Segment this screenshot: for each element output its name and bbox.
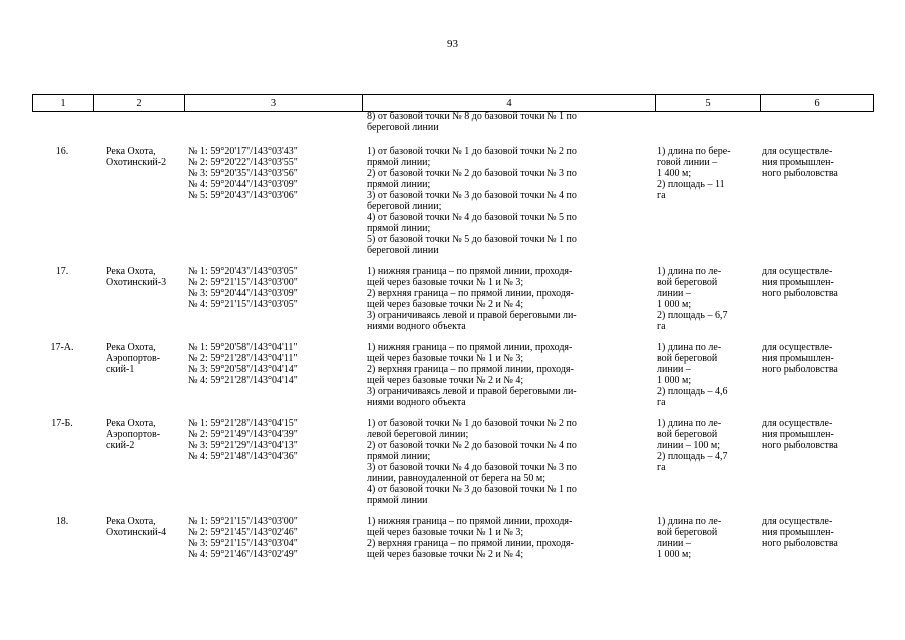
continuation-text — [359, 111, 651, 146]
site-name-line: Река Охота, — [106, 266, 156, 277]
base-point-coordinates-line: № 4: 59°21'15"/143°03'05" — [188, 299, 298, 310]
site-purpose-line: ного рыболовства — [762, 288, 838, 299]
site-size-line: 2) площадь – 6,7 — [657, 310, 728, 321]
boundary-description — [359, 516, 651, 570]
boundary-description-line: ниями водного объекта — [367, 397, 466, 408]
boundary-description-line: прямой линии; — [367, 451, 431, 462]
header-col-4: 4 — [363, 95, 656, 112]
boundary-description-line: 4) от базовой точки № 4 до базовой точки № 5 по — [367, 212, 577, 223]
site-size — [651, 146, 755, 266]
base-point-coordinates — [182, 516, 359, 570]
site-purpose-line: для осуществле- — [762, 342, 833, 353]
boundary-description-line: 3) ограничиваясь левой и правой береговыми ли- — [367, 310, 577, 321]
boundary-description-line: щей через базовые точки № 2 и № 4; — [367, 549, 524, 560]
base-point-coordinates-line: № 1: 59°20'58"/143°04'11" — [188, 342, 298, 353]
base-point-coordinates-line: № 1: 59°20'43"/143°03'05" — [188, 266, 298, 277]
site-purpose — [755, 146, 867, 266]
site-size-line: га — [657, 190, 666, 201]
table-row — [32, 266, 867, 342]
boundary-description — [359, 146, 651, 266]
fishing-sites-table — [32, 111, 867, 570]
boundary-description-line: 1) от базовой точки № 1 до базовой точки № 2 по — [367, 146, 577, 157]
boundary-description-line: щей через базовые точки № 1 и № 3; — [367, 353, 524, 364]
base-point-coordinates-line: № 4: 59°20'44"/143°03'09" — [188, 179, 298, 190]
row-number: 17. — [55, 266, 69, 277]
boundary-description-line: левой береговой линии; — [367, 429, 469, 440]
boundary-description-line: прямой линии; — [367, 223, 431, 234]
column-number-header — [32, 94, 874, 112]
site-size-line: га — [657, 321, 666, 332]
site-size-line: 1 000 м; — [657, 375, 692, 386]
site-name-line: ский-1 — [106, 364, 135, 375]
boundary-description-line: береговой линии — [367, 245, 439, 256]
site-size — [651, 418, 755, 516]
boundary-description-line: 1) нижняя граница – по прямой линии, проходя- — [367, 266, 573, 277]
base-point-coordinates-line: № 4: 59°21'28"/143°04'14" — [188, 375, 298, 386]
site-name-line: Охотинский-3 — [106, 277, 167, 288]
base-point-coordinates-line: № 5: 59°20'43"/143°03'06" — [188, 190, 298, 201]
base-point-coordinates — [182, 342, 359, 418]
boundary-description — [359, 266, 651, 342]
boundary-description-line: 1) нижняя граница – по прямой линии, проходя- — [367, 516, 573, 527]
table-body — [32, 111, 867, 570]
site-size-line: 1) длина по ле- — [657, 342, 722, 353]
base-point-coordinates — [182, 418, 359, 516]
base-point-coordinates — [182, 266, 359, 342]
site-size-line: вой береговой — [657, 429, 718, 440]
site-name-line: Река Охота, — [106, 342, 156, 353]
site-purpose-line: для осуществле- — [762, 146, 833, 157]
boundary-description-line: щей через базовые точки № 1 и № 3; — [367, 527, 524, 538]
boundary-description — [359, 342, 651, 418]
site-size-line: вой береговой — [657, 353, 718, 364]
boundary-description-line: 4) от базовой точки № 3 до базовой точки № 1 по — [367, 484, 577, 495]
boundary-description-line: 2) верхняя граница – по прямой линии, проходя- — [367, 288, 574, 299]
header-col-1: 1 — [33, 95, 94, 112]
site-name-line: Река Охота, — [106, 146, 156, 157]
site-purpose-line: ния промышлен- — [762, 353, 834, 364]
site-size-line: 2) площадь – 4,7 — [657, 451, 728, 462]
site-size-line: 2) площадь – 4,6 — [657, 386, 728, 397]
site-name — [92, 418, 182, 516]
base-point-coordinates-line: № 3: 59°20'58"/143°04'14" — [188, 364, 298, 375]
site-size-line: га — [657, 397, 666, 408]
boundary-description-line: 3) от базовой точки № 3 до базовой точки № 4 по — [367, 190, 577, 201]
site-purpose — [755, 266, 867, 342]
boundary-description-line: 1) нижняя граница – по прямой линии, проходя- — [367, 342, 573, 353]
boundary-description-line: 2) от базовой точки № 2 до базовой точки № 4 по — [367, 440, 577, 451]
row-number: 18. — [55, 516, 69, 527]
base-point-coordinates-line: № 3: 59°21'15"/143°03'04" — [188, 538, 298, 549]
site-size-line: 1) длина по ле- — [657, 516, 722, 527]
site-purpose-line: для осуществле- — [762, 418, 833, 429]
boundary-description-line: ниями водного объекта — [367, 321, 466, 332]
site-size-line: линии – — [657, 538, 691, 549]
boundary-description-line: щей через базовые точки № 1 и № 3; — [367, 277, 524, 288]
base-point-coordinates-line: № 4: 59°21'46"/143°02'49" — [188, 549, 298, 560]
site-size — [651, 342, 755, 418]
site-size-line: вой береговой — [657, 527, 718, 538]
base-point-coordinates-line: № 2: 59°21'49"/143°04'39" — [188, 429, 298, 440]
table-row — [32, 146, 867, 266]
table-row — [32, 516, 867, 570]
site-size-line: 1) длина по бере- — [657, 146, 731, 157]
site-name — [92, 342, 182, 418]
site-name-line: Аэропортов- — [106, 353, 161, 364]
site-size-line: 1 400 м; — [657, 168, 692, 179]
table-row — [32, 418, 867, 516]
base-point-coordinates-line: № 1: 59°21'28"/143°04'15" — [188, 418, 298, 429]
base-point-coordinates-line: № 3: 59°21'29"/143°04'13" — [188, 440, 298, 451]
site-purpose — [755, 418, 867, 516]
base-point-coordinates-line: № 2: 59°21'15"/143°03'00" — [188, 277, 298, 288]
boundary-description-line: 5) от базовой точки № 5 до базовой точки № 1 по — [367, 234, 577, 245]
boundary-description-line: 2) от базовой точки № 2 до базовой точки № 3 по — [367, 168, 577, 179]
header-col-5: 5 — [656, 95, 761, 112]
base-point-coordinates-line: № 2: 59°21'45"/143°02'46" — [188, 527, 298, 538]
site-size-line: вой береговой — [657, 277, 718, 288]
continuation-line: 8) от базовой точки № 8 до базовой точки № 1 по — [367, 111, 577, 122]
site-size-line: линии – — [657, 288, 691, 299]
site-purpose-line: ного рыболовства — [762, 538, 838, 549]
site-purpose — [755, 342, 867, 418]
site-purpose-line: ного рыболовства — [762, 364, 838, 375]
site-size — [651, 516, 755, 570]
continuation-line: береговой линии — [367, 122, 439, 133]
site-size-line: линии – — [657, 364, 691, 375]
base-point-coordinates-line: № 4: 59°21'48"/143°04'36" — [188, 451, 298, 462]
boundary-description-line: прямой линии — [367, 495, 428, 506]
boundary-description-line: береговой линии; — [367, 201, 442, 212]
continuation-row — [32, 111, 867, 146]
site-name-line: Река Охота, — [106, 516, 156, 527]
row-number: 17-А. — [50, 342, 74, 353]
base-point-coordinates-line: № 1: 59°20'17"/143°03'43" — [188, 146, 298, 157]
site-name-line: Охотинский-2 — [106, 157, 167, 168]
row-number: 16. — [55, 146, 69, 157]
boundary-description — [359, 418, 651, 516]
site-size — [651, 266, 755, 342]
site-size-line: линии – 100 м; — [657, 440, 721, 451]
site-purpose-line: ного рыболовства — [762, 168, 838, 179]
site-purpose-line: для осуществле- — [762, 516, 833, 527]
boundary-description-line: 1) от базовой точки № 1 до базовой точки № 2 по — [367, 418, 577, 429]
header-row — [33, 95, 874, 112]
site-size-line: 1) длина по ле- — [657, 418, 722, 429]
site-name — [92, 146, 182, 266]
site-name-line: Река Охота, — [106, 418, 156, 429]
header-col-6: 6 — [761, 95, 874, 112]
site-size-line: 1 000 м; — [657, 299, 692, 310]
header-col-3: 3 — [185, 95, 363, 112]
boundary-description-line: прямой линии; — [367, 179, 431, 190]
base-point-coordinates-line: № 3: 59°20'35"/143°03'56" — [188, 168, 298, 179]
page-number: 93 — [447, 38, 458, 50]
site-name-line: Аэропортов- — [106, 429, 161, 440]
site-purpose-line: ния промышлен- — [762, 527, 834, 538]
site-size-line: 2) площадь – 11 — [657, 179, 725, 190]
row-number: 17-Б. — [51, 418, 73, 429]
table-row — [32, 342, 867, 418]
site-purpose-line: ного рыболовства — [762, 440, 838, 451]
site-purpose-line: для осуществле- — [762, 266, 833, 277]
base-point-coordinates — [182, 146, 359, 266]
site-size-line: 1 000 м; — [657, 549, 692, 560]
site-purpose-line: ния промышлен- — [762, 277, 834, 288]
boundary-description-line: прямой линии; — [367, 157, 431, 168]
base-point-coordinates-line: № 1: 59°21'15"/143°03'00" — [188, 516, 298, 527]
boundary-description-line: 2) верхняя граница – по прямой линии, проходя- — [367, 364, 574, 375]
boundary-description-line: щей через базовые точки № 2 и № 4; — [367, 299, 524, 310]
boundary-description-line: 3) от базовой точки № 4 до базовой точки № 3 по — [367, 462, 577, 473]
site-purpose — [755, 516, 867, 570]
site-purpose-line: ния промышлен- — [762, 429, 834, 440]
base-point-coordinates-line: № 2: 59°21'28"/143°04'11" — [188, 353, 298, 364]
boundary-description-line: 2) верхняя граница – по прямой линии, проходя- — [367, 538, 574, 549]
base-point-coordinates-line: № 3: 59°20'44"/143°03'09" — [188, 288, 298, 299]
site-name-line: Охотинский-4 — [106, 527, 167, 538]
boundary-description-line: 3) ограничиваясь левой и правой береговыми ли- — [367, 386, 577, 397]
site-name — [92, 516, 182, 570]
site-size-line: 1) длина по ле- — [657, 266, 722, 277]
boundary-description-line: линии, равноудаленной от берега на 50 м; — [367, 473, 546, 484]
site-name-line: ский-2 — [106, 440, 135, 451]
site-purpose-line: ния промышлен- — [762, 157, 834, 168]
site-name — [92, 266, 182, 342]
base-point-coordinates-line: № 2: 59°20'22"/143°03'55" — [188, 157, 298, 168]
boundary-description-line: щей через базовые точки № 2 и № 4; — [367, 375, 524, 386]
site-size-line: говой линии – — [657, 157, 718, 168]
header-col-2: 2 — [94, 95, 185, 112]
site-size-line: га — [657, 462, 666, 473]
